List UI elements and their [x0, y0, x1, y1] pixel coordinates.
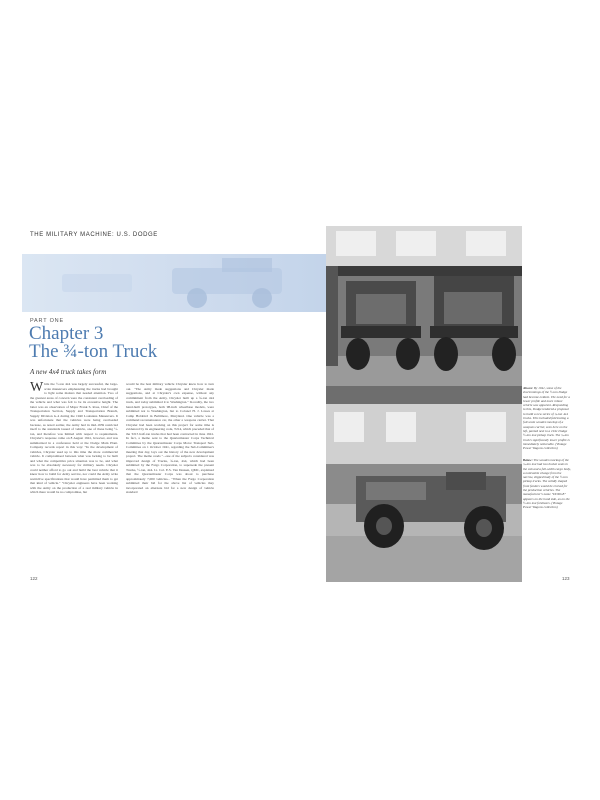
drop-cap: W: [30, 382, 44, 395]
chapter-number: Chapter 3: [29, 323, 104, 344]
body-text-1: hile the ½-ton 4x4 was largely successful, the large-scale maneuvers emphasizing the trucks had brought to light some matters that needed attention. Two of the greatest areas of concern were the consistent overloading of the vehicle and what was felt to be its excessive height. The latter was an observation of Major Frank S. Ross, Chief of the Transportation Section, Supply and Transportation Branch, Supply Division G-4 during the 1940 Louisiana Maneuvers. It was unfortunate that the vehicles were being overloaded because, as noted earlier, the Army had in mid-1939 restricted itself to the standards issued of vehicle, one of these being ½-ton, and therefore was limited with respect to requirements. Chrysler's response came on 8 August 1941, however, and was summarized in a conference held at the Dodge Main Plant. Company records report in this way: "In the development of vehicles, Chrysler used up to this time the more commercial vehicle. It compromised between what was lacking to be built and what the competitive price situation was to be, and what was to be absolutely necessary for military needs. Chrysler could neither afford to go out and build the best vehicle that it knew how to build for Army service, nor could the Army write restrictive specifications that would have permitted them to get that kind of vehicle." "Chrysler engineers have been working with the Army on the production of a real military vehicle in which there would be no compromise, but: [30, 382, 118, 494]
page-number-left: 122: [30, 576, 38, 581]
truck-side-image: [326, 386, 522, 582]
body-column-1: [30, 382, 118, 577]
header-photo-band: [22, 254, 326, 312]
photo-truck-side: [326, 386, 522, 582]
chapter-subtitle: A new 4x4 truck takes form: [30, 368, 107, 376]
caption-above-text: By 1941, some of the shortcomings of the ½-ton Dodge had become evident. The need for a lower profile and more robust vehicle was apparent. Responding to this, Dodge tendered a proposal to build a new series of ¾-ton 4x4 trucks. This included fabricating a full-scale wooden mockup of a weapons carrier, seen here on the left, parked next to a 1941 Dodge ½-ton 4x4 pickup truck. The ¾-ton truck's significantly lower profile is immediately noticeable. (Vintage Power Wagons collection): [523, 386, 570, 451]
photo-trucks-garage: [326, 226, 522, 386]
caption-below-text: The wooden mockup of the ¾-ton 4x4 had two bucket seats in the cab and a full-width cargo body, a noticeable change from the narrow, slipped body of the ½-ton pickup trucks. The solidly shaped front fenders would be revised for the production vehicles. The manufacturer's name "DODGE" appears on the hood side, as on the ½-ton 4x4 forebears. (Vintage Power Wagons collection): [523, 458, 571, 510]
trucks-garage-image: [326, 226, 522, 386]
chapter-title: [29, 325, 229, 361]
caption-below-label: Below:: [523, 458, 533, 462]
page-number-right: 123: [562, 576, 570, 581]
chapter-name: The ¾-ton Truck: [29, 341, 158, 362]
body-column-2: [126, 382, 214, 577]
caption-below: [523, 458, 571, 510]
running-head: THE MILITARY MACHINE: U.S. DODGE: [30, 232, 158, 238]
caption-above-label: Above:: [523, 386, 534, 390]
caption-above: [523, 386, 571, 450]
body-text-2: would be the best military vehicle Chrysler knew how to turn out. "The Army made suggestions and Chrysler made suggestions, and at Chrysler's own expense, without any commitment from the Army, Chrysler built up a ¾-ton 4x4 truck, and today submitted it to Washington." In reality, the two hand-built prototypes, both 98-inch wheelbase models, were submitted not to Washington, but to Colonel H. J. Lawes at Camp Holabird in Baltimore, Maryland. One vehicle was a command reconnaissance car, the other a weapons carrier. That Chrysler had been working on this project for some time is evidenced by its engineering code, T214, which preceded that of the T215 half-ton trucks that had been contracted in June 1941. In fact, a memo sent to the Quartermaster Corps Technical Committee by the Quartermaster Corps Motor Transport Sub-Committee on 1 October 1941, regarding the Sub-Committee's meeting that day, lays out the history of the new development project. The memo reads "...one of the subjects considered was improved design of Trucks, ¾-ton, 4x4, which had been submitted by the Fargo Corporation, to supersede the present Trucks, ½-ton, 4x4. Lt. Col. E.S. Van Deusen, QMC, explained that the Quartermaster Corps was about to purchase approximately 7,000 vehicles... "When the Fargo Corporation submitted their bid for the above list of vehicles they incorporated an alternate bid for a new design of vehicle standard: [126, 382, 214, 494]
part-label: PART ONE: [30, 318, 64, 324]
faded-truck-illustration: [22, 254, 326, 312]
